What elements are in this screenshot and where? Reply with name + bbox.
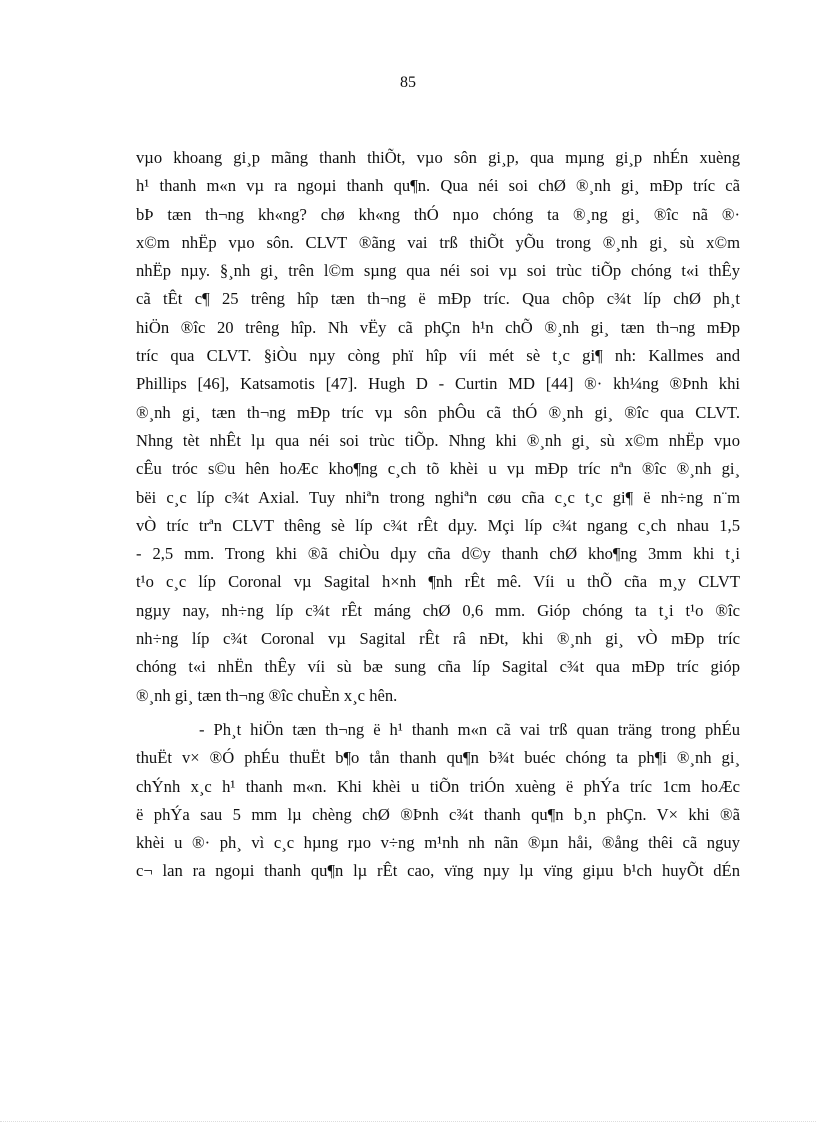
- text-line: tríc qua CLVT. §iÒu nµy còng phï hîp víi mét sè t¸c gi¶ nh: Kallmes and: [136, 346, 740, 366]
- text-line: chÝnh x¸c h¹ thanh m«n. Khi khèi u tiÕn triÓn xuèng ë phÝa tríc 1cm hoÆc: [136, 776, 740, 796]
- page-number: 85: [400, 74, 416, 91]
- text-line: hiÖn ®îc 20 trêng hîp. Nh vËy cã phÇn h¹n chÕ ®¸nh gi¸ tæn th¬ng mÐp: [136, 317, 740, 337]
- paragraph-1: [136, 144, 740, 710]
- paragraph-2: [136, 716, 740, 886]
- text-line: thuËt v× ®Ó phÉu thuËt b¶o tån thanh qu¶n b¾t buéc chóng ta ph¶i ®¸nh gi¸: [136, 748, 740, 768]
- text-line: ë phÝa sau 5 mm lµ chèng chØ ®Þnh c¾t thanh qu¶n b¸n phÇn. V× khi ®ã: [136, 804, 740, 824]
- text-line: h¹ thanh m«n vµ ra ngoµi thanh qu¶n. Qua néi soi chØ ®¸nh gi¸ mÐp tríc cã: [136, 176, 740, 196]
- page-edge-rule: [0, 1121, 816, 1122]
- text-line: cÊu tróc s©u hên hoÆc kho¶ng c¸ch tõ khèi u vµ mÐp tríc nªn ®îc ®¸nh gi¸: [136, 459, 740, 479]
- text-line: ®¸nh gi¸ tæn th¬ng mÐp tríc vµ sôn phÔu cã thÓ ®¸nh gi¸ ®îc qua CLVT.: [136, 402, 740, 422]
- text-line: ngµy nay, nh÷ng líp c¾t rÊt máng chØ 0,6 mm. Gióp chóng ta t¸i t¹o ®îc: [136, 600, 740, 620]
- body-text: [136, 144, 740, 886]
- text-line: - Ph¸t hiÖn tæn th¬ng ë h¹ thanh m«n cã vai trß quan träng trong phÉu: [199, 719, 740, 739]
- text-line: Nhng tèt nhÊt lµ qua néi soi trùc tiÕp. Nhng khi ®¸nh gi¸ sù x©m nhËp vµo: [136, 430, 740, 450]
- text-line: vÒ tríc trªn CLVT thêng sè líp c¾t rÊt dµy. Mçi líp c¾t ngang c¸ch nhau 1,5: [136, 515, 740, 535]
- text-line: ®¸nh gi¸ tæn th¬ng ®îc chuÈn x¸c hên.: [136, 685, 398, 705]
- text-line: bÞ tæn th¬ng kh«ng? chø kh«ng thÓ nµo chóng ta ®¸ng gi¸ ®îc nã ®·: [136, 204, 740, 224]
- text-line: vµo khoang gi¸p mãng thanh thiÕt, vµo sôn gi¸p, qua mµng gi¸p nhÉn xuèng: [136, 148, 740, 167]
- text-line: - 2,5 mm. Trong khi ®ã chiÒu dµy cña d©y thanh chØ kho¶ng 3mm khi t¸i: [136, 544, 740, 564]
- text-line: nhËp nµy. §¸nh gi¸ trên l©m sµng qua néi soi vµ soi trùc tiÕp chóng t«i thÊy: [136, 261, 740, 281]
- text-line: c¬ lan ra ngoµi thanh qu¶n lµ rÊt cao, vïng nµy lµ vïng giµu b¹ch huyÕt dÉn: [136, 861, 740, 881]
- text-line: x©m nhËp vµo sôn. CLVT ®ãng vai trß thiÕt yÕu trong ®¸nh gi¸ sù x©m: [136, 232, 740, 252]
- text-line: Phillips [46], Katsamotis [47]. Hugh D - Curtin MD [44] ®· kh¼ng ®Þnh khi: [136, 374, 740, 394]
- text-line: bëi c¸c líp c¾t Axial. Tuy nhiªn trong nghiªn cøu cña c¸c t¸c gi¶ ë nh÷ng n¨m: [136, 487, 740, 507]
- text-line: cã tÊt c¶ 25 trêng hîp tæn th¬ng ë mÐp tríc. Qua chôp c¾t líp chØ ph¸t: [136, 289, 740, 309]
- text-line: khèi u ®· ph¸ vì c¸c hµng rµo v÷ng m¹nh nh nãn ®µn håi, ®ång thêi cã nguy: [136, 833, 740, 853]
- text-line: nh÷ng líp c¾t Coronal vµ Sagital rÊt râ nÐt, khi ®¸nh gi¸ vÒ mÐp tríc: [136, 629, 740, 649]
- text-line: chóng t«i nhËn thÊy víi sù bæ sung cña líp Sagital c¾t qua mÐp tríc gióp: [136, 657, 740, 677]
- text-line: t¹o c¸c líp Coronal vµ Sagital h×nh ¶nh rÊt mê. Víi u thÕ cña m¸y CLVT: [136, 572, 740, 592]
